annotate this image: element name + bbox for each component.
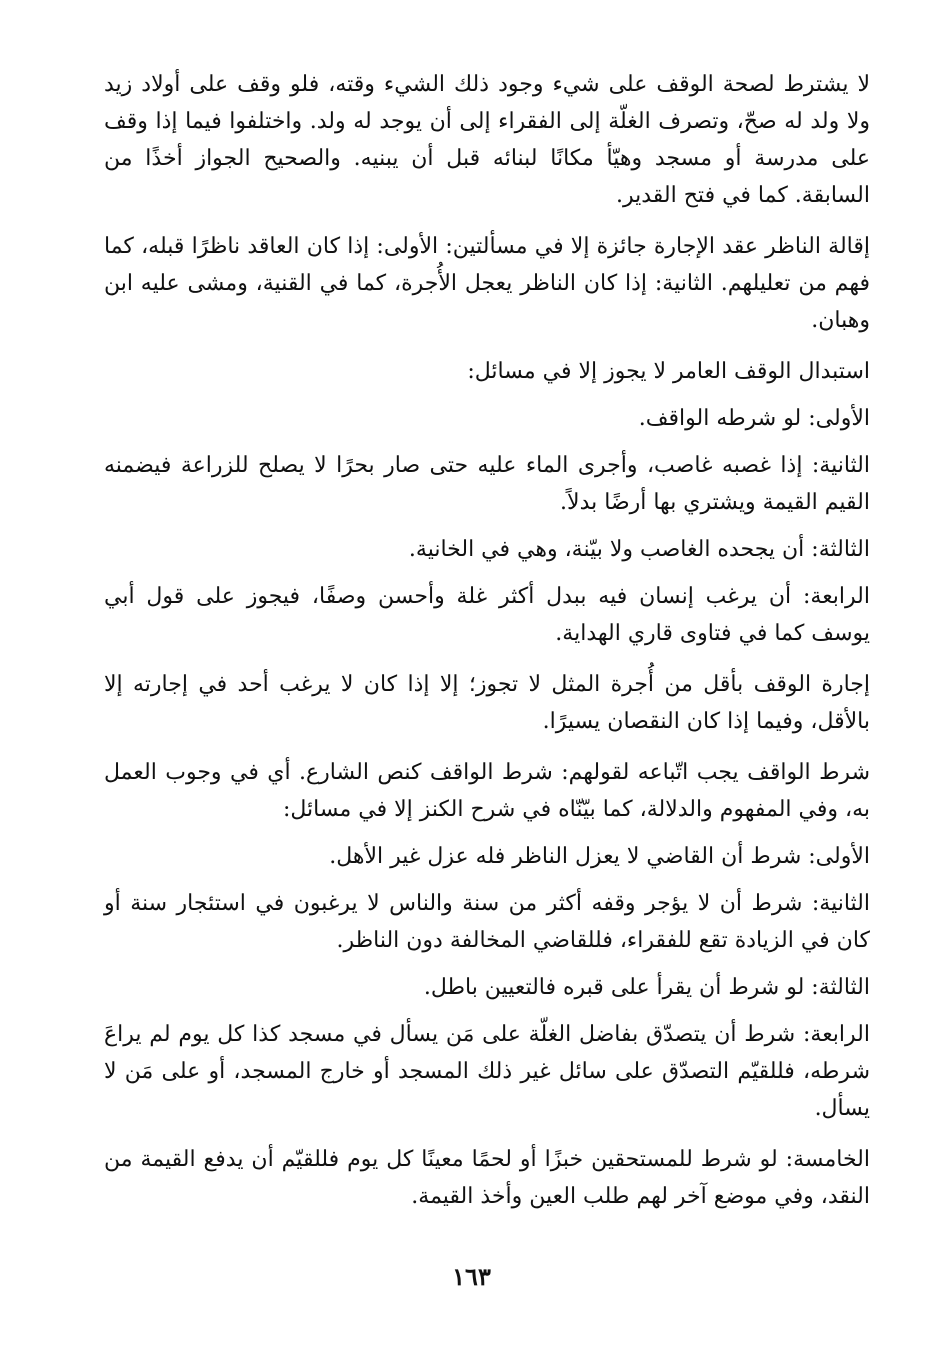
paragraph-shart-fifth: الخامسة: لو شرط للمستحقين خبزًا أو لحمًا معينًا كل يوم فللقيّم أن يدفع القيمة من النقد، وفي موضع آخر لهم طلب العين وأخذ القيمة. bbox=[104, 1147, 870, 1209]
page-number: ١٦٣ bbox=[452, 1262, 491, 1291]
page-body bbox=[104, 66, 870, 1229]
paragraph-shart-third: الثالثة: لو شرط أن يقرأ على قبره فالتعيين باطل. bbox=[423, 975, 870, 1000]
paragraph-shart-first: الأولى: شرط أن القاضي لا يعزل الناظر فله عزل غير الأهل. bbox=[329, 844, 870, 869]
paragraph-shart-second: الثانية: شرط أن لا يؤجر وقفه أكثر من سنة والناس لا يرغبون في استئجار سنة أو كان في الزيادة تقع للفقراء، فللقاضي المخالفة دون الناظر. bbox=[104, 891, 870, 953]
paragraph-shart-fourth: الرابعة: شرط أن يتصدّق بفاضل الغلّة على مَن يسأل في مسجد كذا كل يوم لم يراعَ شرطه، فللقيّم التصدّق على سائل غير ذلك المسجد أو خارج المسجد، أو على مَن لا يسأل. bbox=[104, 1022, 870, 1121]
paragraph-istibdal-fourth: الرابعة: أن يرغب إنسان فيه ببدل أكثر غلة وأحسن وصفًا، فيجوز على قول أبي يوسف كما في فتاوى قاري الهداية. bbox=[104, 584, 870, 646]
paragraph-istibdal-third: الثالثة: أن يجحده الغاصب ولا بيّنة، وهي في الخانية. bbox=[408, 537, 870, 562]
paragraph-istibdal-intro: استبدال الوقف العامر لا يجوز إلا في مسائل: bbox=[467, 359, 870, 384]
paragraph-shart-intro: شرط الواقف يجب اتّباعه لقولهم: شرط الواقف كنص الشارع. أي في وجوب العمل به، وفي المفهوم والدلالة، كما بيّنّاه في شرح الكنز إلا في مسائل: bbox=[104, 760, 870, 822]
paragraph-iqala: إقالة الناظر عقد الإجارة جائزة إلا في مسألتين: الأولى: إذا كان العاقد ناظرًا قبله، كما فهم من تعليلهم. الثانية: إذا كان الناظر يعجل الأُجرة، كما في القنية، ومشى عليه ابن وهبان. bbox=[104, 234, 870, 333]
paragraph-waqf-existence: لا يشترط لصحة الوقف على شيء وجود ذلك الشيء وقته، فلو وقف على أولاد زيد ولا ولد له صحّ، وتصرف الغلّة إلى الفقراء إلى أن يوجد له ولد. واختلفوا فيما إذا وقف على مدرسة أو مسجد وهيّأ مكانًا لبنائه قبل أن يبنيه. والصحيح الجواز أخذًا من السابقة. كما في فتح القدير. bbox=[104, 72, 870, 208]
paragraph-istibdal-second: الثانية: إذا غصبه غاصب، وأجرى الماء عليه حتى صار بحرًا لا يصلح للزراعة فيضمنه القيم القيمة ويشتري بها أرضًا بدلاً. bbox=[104, 453, 870, 515]
paragraph-istibdal-first: الأولى: لو شرطه الواقف. bbox=[638, 406, 870, 431]
paragraph-ijara: إجارة الوقف بأقل من أُجرة المثل لا تجوز؛ إلا إذا كان لا يرغب أحد في إجارته إلا بالأقل، وفيما إذا كان النقصان يسيرًا. bbox=[104, 672, 870, 734]
